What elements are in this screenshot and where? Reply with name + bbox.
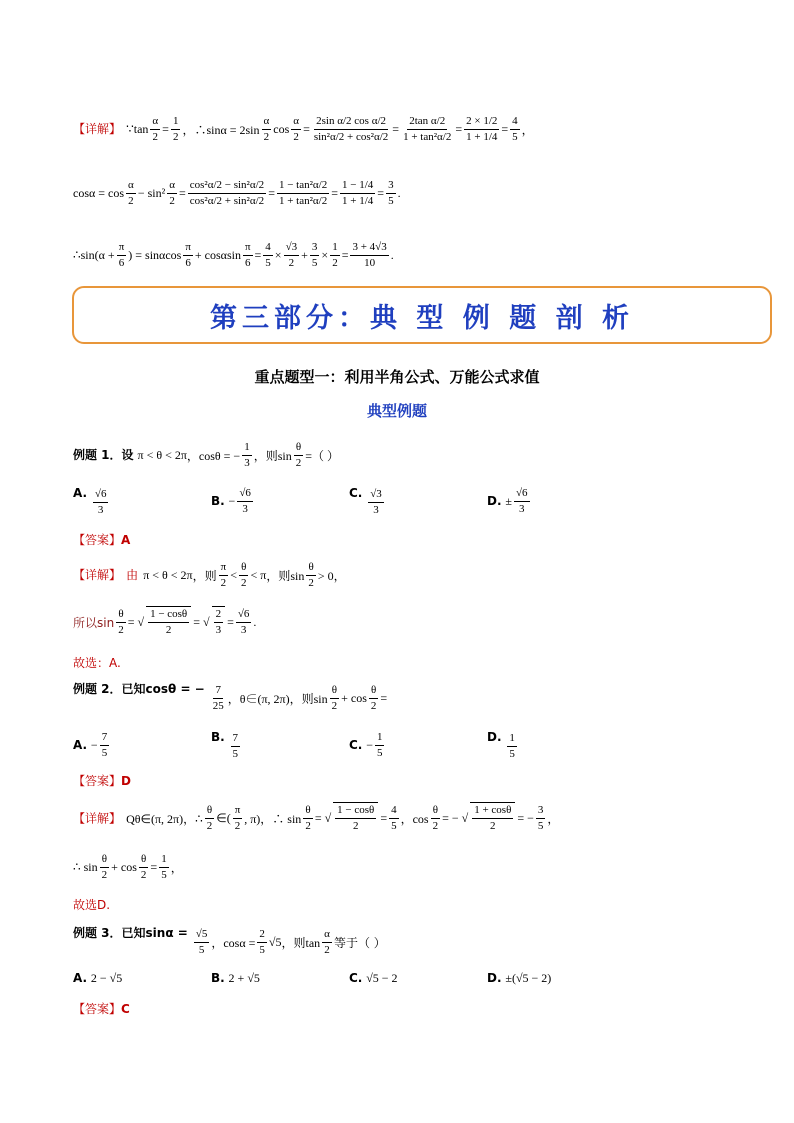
section-subtitle: 典型例题 (366, 402, 427, 420)
detail-line-1 (73, 114, 534, 145)
question-1: 例题 1．设 π < θ < 2π ，cosθ = − $\frac{1}{3}$ ，则sin $\frac{\theta}{2}$ =（ ） (73, 441, 339, 469)
q2-label: 例题 2．已知cosθ = − (73, 682, 205, 696)
q2-option-d: D. $\frac{1}{5}$ (487, 730, 515, 760)
q2-option-c: C. − $\frac{1}{5}$ (349, 731, 383, 759)
detail-line-3 (73, 240, 394, 271)
q1-answer: 【答案】A (73, 533, 131, 547)
q2-option-b: B. $\frac{7}{5}$ (211, 730, 239, 760)
q3-answer: 【答案】C (73, 1002, 130, 1016)
q2-option-a: A. − $\frac{7}{5}$ (73, 731, 108, 759)
q2-answer: 【答案】D (73, 774, 131, 788)
q1-option-d: D. ± $\frac{√6}{3}$ (487, 487, 528, 515)
question-2: 例题 2．已知cosθ = − $\frac{7}{25}$ ，θ∈(π, 2π)，则sin $\frac{\theta}{2}$ + cos $\frac{\theta}{2}$ = (73, 682, 388, 712)
q1-option-c: C. $\frac{√3}{3}$ (349, 486, 382, 516)
formula-cos-alpha: cosα = cos $\frac{\alpha}{2}$ − sin² $\frac{\alpha}{2}$ = $\frac{\text{cos²α/2 − sin²α/2}}{\text{cos²α/2 + sin²α/2}}$ = $\frac{\text{1 − tan²α/2}}{\text{1 + tan²α/2}}$ = $\frac{1 - 1/4}{1 + 1/4}$ = $\frac{3}{5}$ . (73, 179, 401, 207)
detail-line-2 (73, 178, 401, 209)
q3-option-d: D. ±(√5 − 2) (487, 971, 552, 985)
q3-label: 例题 3．已知sinα = (73, 926, 188, 940)
formula-sin-sum: ∴sin (α + $\frac{\pi}{6}$ ) = sinαcos $\frac{\pi}{6}$ + cosαsin $\frac{\pi}{6}$ = $\frac{4}{5}$ × $\frac{√3}{2}$ + $\frac{3}{5}$ × $\frac{1}{2}$ = $\frac{3 + 4√3}{10}$ . (73, 241, 394, 269)
q3-option-b: B. 2 + √5 (211, 971, 260, 985)
q2-choose: 故选D. (73, 898, 111, 912)
q1-choose: 故选：A. (73, 656, 121, 670)
q1-option-b: B. − $\frac{√6}{3}$ (211, 487, 251, 515)
q1-detail-2: 所以sin $\frac{\theta}{2}$ = √ $\frac{1 - \cos\theta}{2}$ = √ $\frac{2}{3}$ = $\frac{√6}{3}$ . (73, 607, 257, 636)
q3-option-c: C. √5 − 2 (349, 971, 398, 985)
q1-detail: 【详解】 由 π < θ < 2π ，则 $\frac{\pi}{2}$ < $\frac{\theta}{2}$ < π ，则sin $\frac{\theta}{2}$ > 0， (73, 561, 346, 589)
section-banner (72, 286, 772, 344)
q3-option-a: A. 2 − √5 (73, 971, 123, 985)
q2-detail-2: ∴ sin $\frac{\theta}{2}$ + cos $\frac{\theta}{2}$ = $\frac{1}{5}$ ， (73, 853, 183, 881)
question-3: 例题 3．已知sinα = $\frac{√5}{5}$ ，cosα = $\frac{2}{5}$ √5 ，则tan $\frac{\alpha}{2}$ 等于（ ） (73, 926, 386, 956)
q2-detail: 【详解】 Qθ∈(π, 2π)，∴ $\frac{\theta}{2}$ ∈( $\frac{\pi}{2}$ , π)，∴ sin $\frac{\theta}{2}$ = √ $\frac{1 - \cos\theta}{2}$ = $\frac{4}{5}$ ，cos $\frac{\theta}{2}$ = − √ $\frac{1 + \cos\theta}{2}$ = − $\frac{3}{5}$ ， (73, 803, 560, 832)
detail-tag: 【详解】 (73, 122, 122, 136)
section-title: 重点题型一：利用半角公式、万能公式求值 (254, 368, 540, 386)
banner-title: 第三部分：典 型 例 题 剖 析 (210, 302, 634, 334)
q1-option-a: A. $\frac{√6}{3}$ (73, 486, 107, 516)
formula-sin-alpha: ∵tan $\frac{\alpha}{2}$ = $\frac{1}{2}$ ，∴sinα = 2sin $\frac{\alpha}{2}$ cos $\frac{\alpha}{2}$ = $\frac{\text{2sin α/2 cos α/2}}{\text{sin²α/2 + cos²α/2}}$ = $\frac{\text{2tan α/2}}{\text{1 + tan²α/2}}$ = $\frac{2 \times 1/2}{1 + 1/4}$ = $\frac{4}{5}$ ， (126, 115, 534, 143)
q1-label: 例题 1．设 (73, 448, 134, 462)
